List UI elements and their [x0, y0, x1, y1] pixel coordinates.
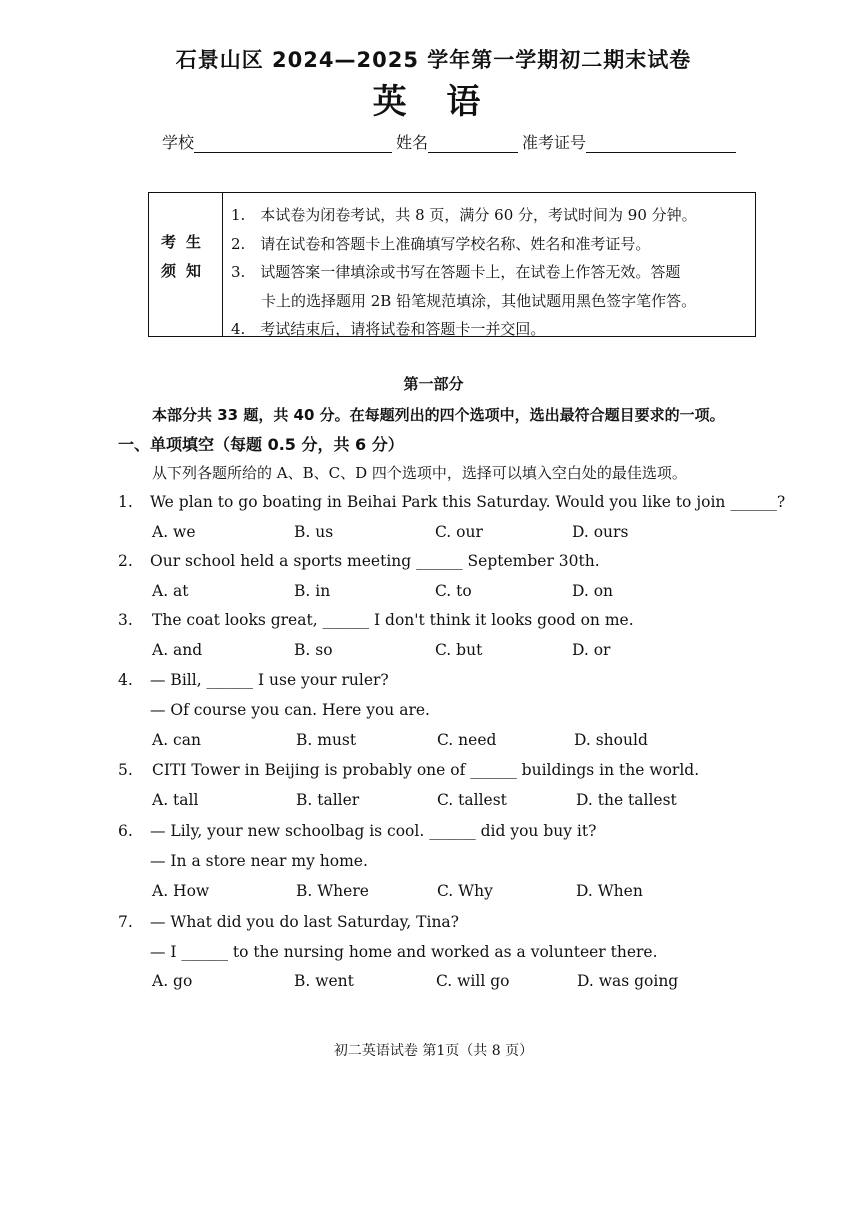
option-c: C. need	[437, 731, 497, 749]
option-b: B. must	[296, 731, 357, 749]
exam-notice-box	[148, 192, 756, 337]
exam-title: 石景山区 2024—2025 学年第一学期初二期末试卷	[175, 48, 692, 72]
notice-item: 卡上的选择题用 2B 铅笔规范填涂，其他试题用黑色签字笔作答。	[231, 291, 697, 310]
question-stem: — Lily, your new schoolbag is cool. ______ did you buy it?	[150, 822, 597, 840]
notice-item: 4. 考试结束后，请将试卷和答题卡一并交回。	[231, 320, 546, 338]
question-stem: We plan to go boating in Beihai Park this Saturday. Would you like to join ______?	[150, 493, 786, 511]
option-b: B. Where	[296, 882, 369, 900]
option-d: D. should	[574, 731, 648, 749]
option-c: C. will go	[436, 972, 510, 990]
name-blank	[428, 136, 518, 153]
option-b: B. so	[294, 641, 333, 659]
option-a: A. can	[152, 731, 201, 749]
option-c: C. Why	[437, 882, 493, 900]
school-label: 学校	[162, 133, 195, 152]
id-label: 准考证号	[522, 133, 587, 152]
question-number: 4.	[118, 671, 133, 689]
question-number: 6.	[118, 822, 133, 840]
question-stem: — What did you do last Saturday, Tina?	[150, 913, 459, 931]
option-d: D. was going	[577, 972, 679, 990]
id-field	[522, 130, 736, 153]
option-a: A. How	[152, 882, 210, 900]
option-b: B. taller	[296, 791, 360, 809]
option-c: C. to	[435, 582, 472, 600]
section-description: 从下列各题所给的 A、B、C、D 四个选项中，选择可以填入空白处的最佳选项。	[152, 464, 687, 482]
option-b: B. in	[294, 582, 331, 600]
option-c: C. but	[435, 641, 483, 659]
notice-label-line1: 考生	[160, 233, 211, 251]
notice-item: 1. 本试卷为闭卷考试，共 8 页，满分 60 分，考试时间为 90 分钟。	[231, 206, 697, 224]
option-d: D. on	[572, 582, 614, 600]
option-a: A. and	[152, 641, 203, 659]
option-c: C. tallest	[437, 791, 507, 809]
name-label: 姓名	[396, 133, 429, 152]
option-b: B. us	[294, 523, 334, 541]
question-stem-line2: — In a store near my home.	[150, 852, 368, 870]
option-a: A. go	[152, 972, 193, 990]
question-stem: Our school held a sports meeting ______ September 30th.	[150, 552, 600, 570]
school-blank	[194, 136, 392, 153]
page-footer: 初二英语试卷 第1页（共 8 页）	[333, 1043, 534, 1059]
option-a: A. we	[152, 523, 196, 541]
option-a: A. tall	[152, 791, 199, 809]
option-b: B. went	[294, 972, 354, 990]
notice-items	[231, 201, 751, 344]
question-stem-line2: — I ______ to the nursing home and worked as a volunteer there.	[150, 943, 658, 961]
option-a: A. at	[152, 582, 189, 600]
option-d: D. ours	[572, 523, 629, 541]
question-stem: CITI Tower in Beijing is probably one of ______ buildings in the world.	[152, 761, 700, 779]
question-stem-line2: — Of course you can. Here you are.	[150, 701, 430, 719]
part-description: 本部分共 33 题，共 40 分。在每题列出的四个选项中，选出最符合题目要求的一项。	[152, 406, 725, 424]
name-field	[396, 130, 518, 153]
id-blank	[586, 136, 736, 153]
notice-item: 3. 试题答案一律填涂或书写在答题卡上，在试卷上作答无效。答题	[231, 263, 681, 281]
question-stem: The coat looks great, ______ I don't think it looks good on me.	[152, 611, 634, 629]
notice-item: 2. 请在试卷和答题卡上准确填写学校名称、姓名和准考证号。	[231, 234, 651, 253]
option-d: D. When	[576, 882, 643, 900]
option-c: C. our	[435, 523, 483, 541]
question-stem: — Bill, ______ I use your ruler?	[150, 671, 389, 689]
question-number: 2.	[118, 552, 133, 570]
option-d: D. or	[572, 641, 611, 659]
school-field	[162, 130, 392, 153]
notice-label-cell	[149, 193, 223, 336]
question-number: 3.	[118, 611, 133, 629]
section-heading: 一、单项填空（每题 0.5 分，共 6 分）	[118, 435, 404, 454]
option-d: D. the tallest	[576, 791, 677, 809]
question-number: 7.	[118, 913, 133, 931]
exam-subject: 英 语	[372, 82, 495, 122]
notice-label-line2: 须知	[160, 262, 211, 280]
question-number: 1.	[118, 493, 133, 511]
question-number: 5.	[118, 761, 133, 779]
part-title: 第一部分	[403, 375, 464, 393]
